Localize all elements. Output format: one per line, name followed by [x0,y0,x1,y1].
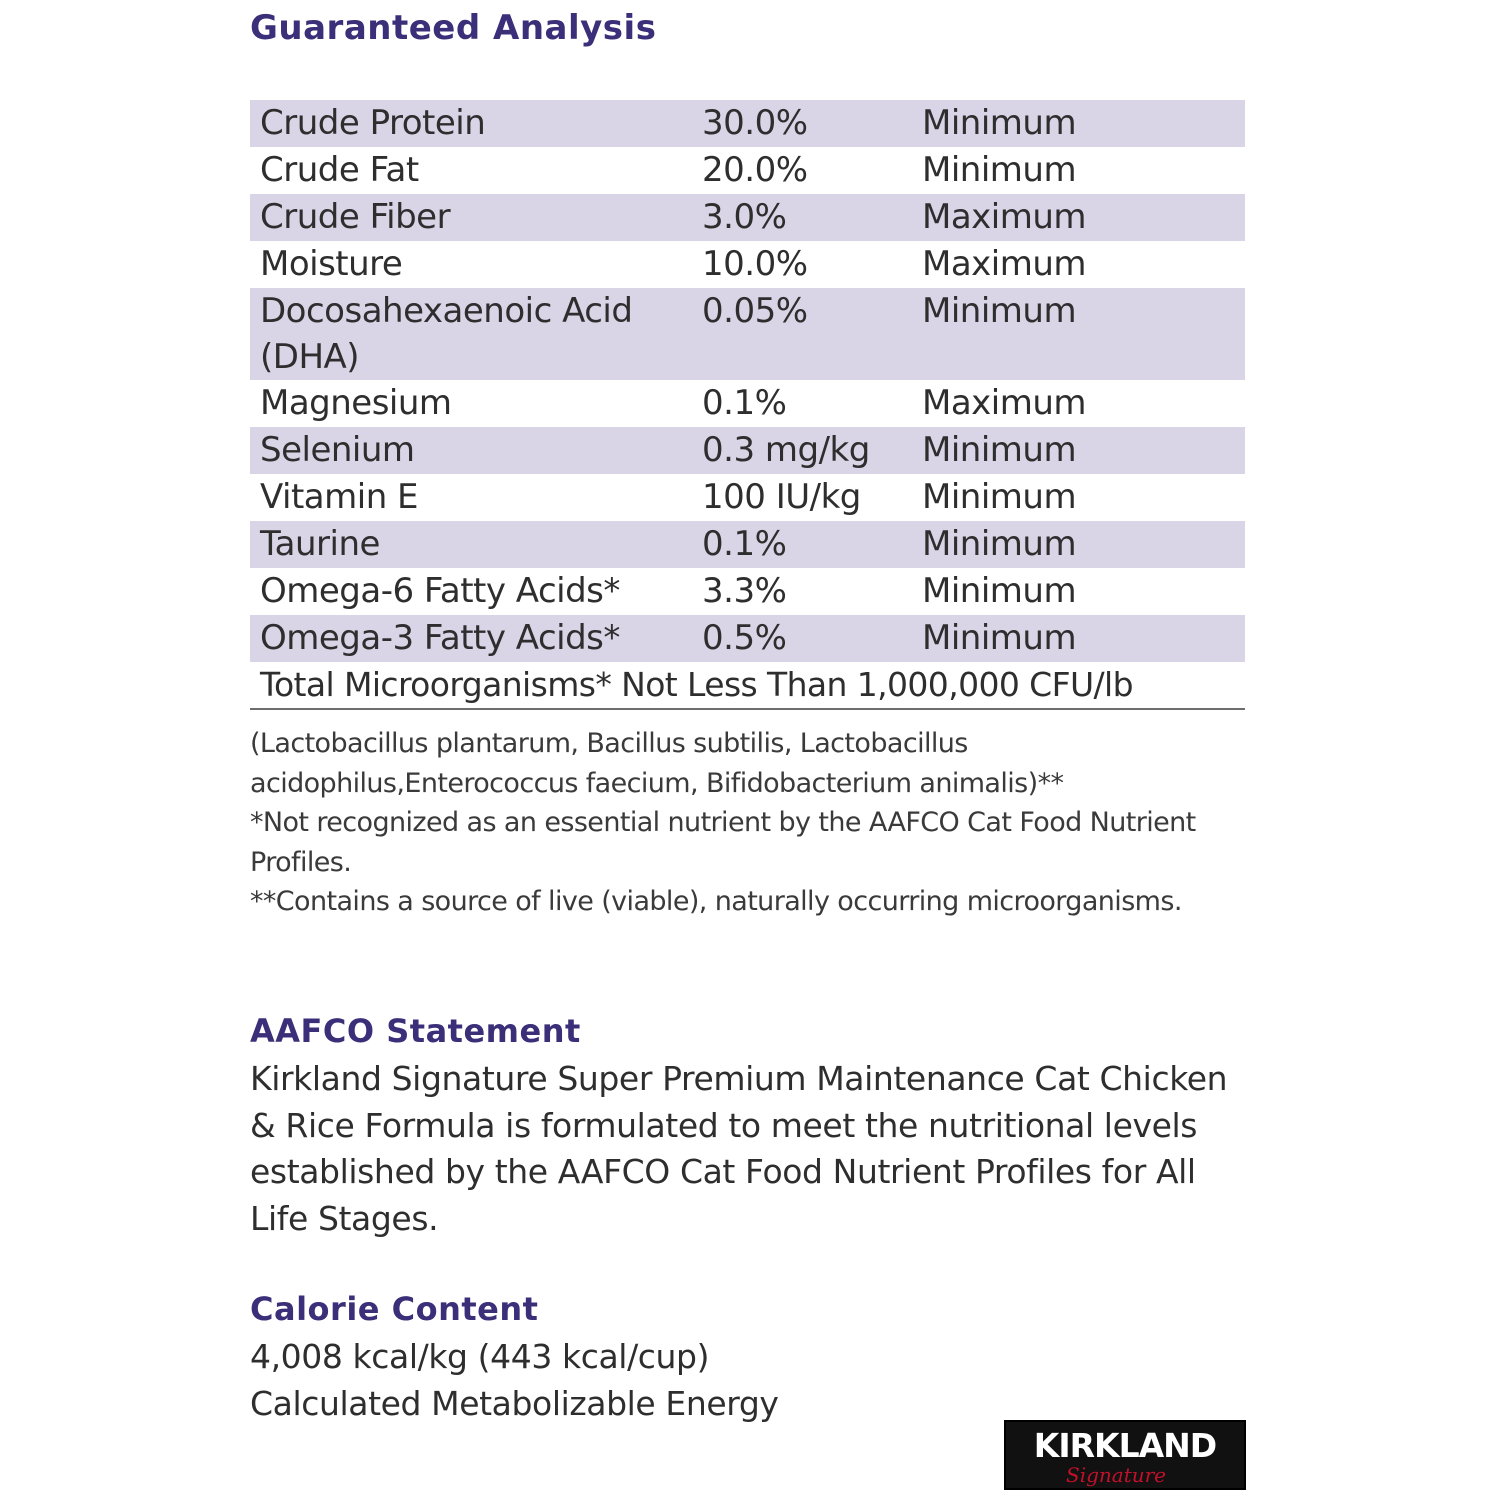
table-row [250,288,1245,380]
table-row [250,100,1245,147]
nutrient-amount: 20.0% [702,150,808,190]
table-row [250,194,1245,241]
nutrient-amount: 0.1% [702,383,787,423]
table-row [250,474,1245,521]
nutrient-name: Moisture [260,244,403,284]
table-row [250,521,1245,568]
nutrient-limit: Minimum [922,571,1077,611]
nutrient-limit: Minimum [922,618,1077,658]
nutrient-limit: Minimum [922,103,1077,143]
table-row [250,427,1245,474]
aafco-statement-text: Kirkland Signature Super Premium Maintenance Cat Chicken & Rice Formula is formulated to meet the nutritional levels established by the AAFCO Cat Food Nutrient Profiles for All Life Stages. [250,1059,1228,1238]
table-row [250,241,1245,288]
nutrient-amount: 0.05% [702,291,808,331]
calorie-content-heading: Calorie Content [250,1290,539,1328]
nutrient-name: Selenium [260,430,415,470]
footnotes [250,724,1210,922]
nutrient-limit: Maximum [922,383,1087,423]
calorie-method: Calculated Metabolizable Energy [250,1383,779,1423]
nutrient-limit: Minimum [922,524,1077,564]
calorie-content-text [250,1334,1250,1427]
nutrient-limit: Minimum [922,430,1077,470]
logo-script: Signature [1066,1463,1167,1487]
aafco-statement-heading: AAFCO Statement [250,1012,581,1050]
nutrient-name: Omega-3 Fatty Acids* [260,618,620,658]
table-row [250,615,1245,662]
table-row [250,147,1245,194]
guaranteed-analysis-table [250,100,1245,710]
nutrient-name: Crude Fiber [260,197,451,237]
footnote-microorganism-list: (Lactobacillus plantarum, Bacillus subtilis, Lactobacillus acidophilus,Enterococcus faecium, Bifidobacterium animalis)** [250,728,1064,799]
kirkland-signature-logo [1004,1420,1246,1490]
nutrient-name: Magnesium [260,383,452,423]
nutrient-name: Omega-6 Fatty Acids* [260,571,620,611]
table-row [250,568,1245,615]
nutrient-limit: Maximum [922,197,1087,237]
nutrient-limit: Minimum [922,150,1077,190]
nutrient-amount: 0.3 mg/kg [702,430,870,470]
nutrient-limit: Maximum [922,244,1087,284]
nutrient-amount: 0.1% [702,524,787,564]
nutrient-amount: 0.5% [702,618,787,658]
nutrient-name: Docosahexaenoic Acid (DHA) [260,291,633,377]
table-row [250,380,1245,427]
nutrient-name: Vitamin E [260,477,419,517]
footnote-single-asterisk: *Not recognized as an essential nutrient by the AAFCO Cat Food Nutrient Profiles. [250,807,1196,878]
nutrient-limit: Minimum [922,291,1077,331]
nutrient-amount: 10.0% [702,244,808,284]
nutrient-name: Crude Fat [260,150,419,190]
nutrient-name: Crude Protein [260,103,486,143]
logo-wordmark: KIRKLAND [1033,1426,1217,1465]
nutrient-limit: Minimum [922,477,1077,517]
total-microorganisms-row: Total Microorganisms* Not Less Than 1,000,000 CFU/lb [250,662,1245,710]
nutrient-name: Taurine [260,524,380,564]
nutrient-amount: 3.0% [702,197,787,237]
nutrient-amount: 100 IU/kg [702,477,861,517]
nutrient-amount: 3.3% [702,571,787,611]
nutrient-amount: 30.0% [702,103,808,143]
calorie-value: 4,008 kcal/kg (443 kcal/cup) [250,1337,710,1376]
guaranteed-analysis-heading: Guaranteed Analysis [250,8,657,48]
footnote-double-asterisk: **Contains a source of live (viable), naturally occurring microorganisms. [250,886,1182,917]
